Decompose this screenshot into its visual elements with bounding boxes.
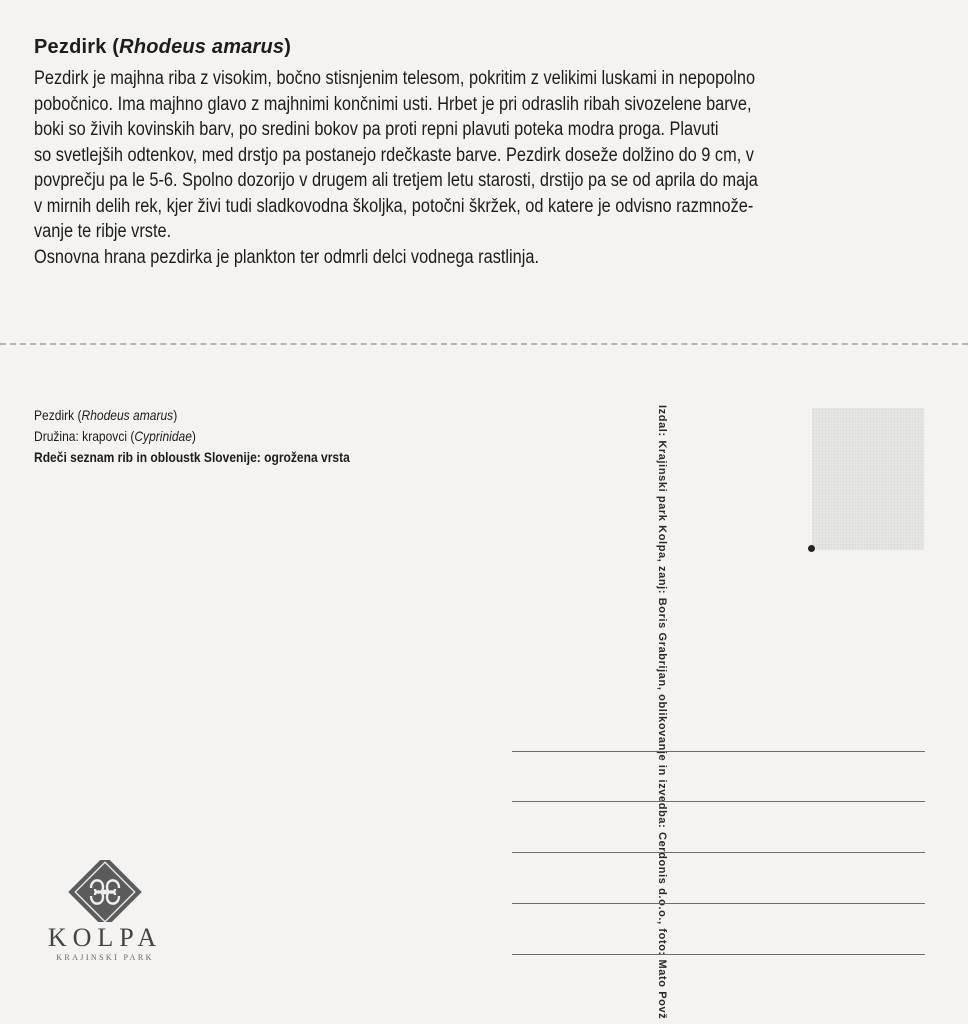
stamp-area <box>812 408 924 550</box>
species-latin-name: Rhodeus amarus <box>81 407 174 423</box>
perforation-line <box>0 343 968 345</box>
description-title <box>34 36 291 59</box>
kolpa-emblem-icon <box>30 860 180 922</box>
publisher-credits: Izdal: Krajinski park Kolpa, zanj: Boris Grabrijan, oblikovanje in izvedba: Cerdonis d.o.o., foto: Mato Povž <box>656 405 668 1020</box>
address-line <box>512 852 925 853</box>
address-line <box>512 751 925 752</box>
family-label: Družina: krapovci ( <box>34 428 135 444</box>
address-line <box>512 954 925 955</box>
description-line: vanje te ribje vrste. <box>34 221 172 242</box>
species-name <box>34 405 464 426</box>
species-common-name: Pezdirk ( <box>34 407 82 423</box>
description-line: Osnovna hrana pezdirka je plankton ter odmrli delci vodnega rastlinja. <box>34 246 540 268</box>
logo-name: KOLPA <box>47 923 163 952</box>
red-list-status: Rdeči seznam rib in obloustk Slovenije: ogrožena vrsta <box>34 449 350 465</box>
description-body <box>34 66 937 270</box>
logo-subtitle: KRAJINSKI PARK <box>56 953 154 962</box>
description-line: boki so živih kovinskih barv, po sredini bokov pa proti repni plavuti poteka modra proga. Plavuti <box>34 119 719 140</box>
description-line: Pezdirk je majhna riba z visokim, bočno stisnjenim telesom, pokritim z velikimi luskami in nepopolno <box>34 68 756 89</box>
description-line: povprečju pa le 5-6. Spolno dozorijo v drugem ali tretjem letu starosti, drstijo pa se od aprila do maja <box>34 170 758 191</box>
stamp-dot <box>808 545 815 552</box>
kolpa-logo <box>30 860 190 970</box>
description-line: pobočnico. Ima majhno glavo z majhnimi končnimi usti. Hrbet je pri odraslih ribah sivozelene barve, <box>34 93 752 115</box>
description-line: so svetlejših odtenkov, med drstjo pa postanejo rdečkaste barve. Pezdirk doseže dolžino do 9 cm, v <box>34 144 754 166</box>
title-common-name: Pezdirk ( <box>34 36 120 58</box>
description-panel <box>0 0 968 345</box>
description-line: v mirnih delih rek, kjer živi tudi sladkovodna školjka, potočni škržek, od katere je odvisno razmnože- <box>34 195 754 217</box>
address-line <box>512 903 925 904</box>
species-info <box>34 405 464 468</box>
address-line <box>512 801 925 802</box>
family-paren: ) <box>191 428 196 444</box>
species-family <box>34 426 464 447</box>
family-latin-name: Cyprinidae <box>134 428 192 444</box>
title-paren: ) <box>284 36 292 58</box>
title-latin-name: Rhodeus amarus <box>119 36 285 58</box>
species-paren: ) <box>173 407 178 423</box>
